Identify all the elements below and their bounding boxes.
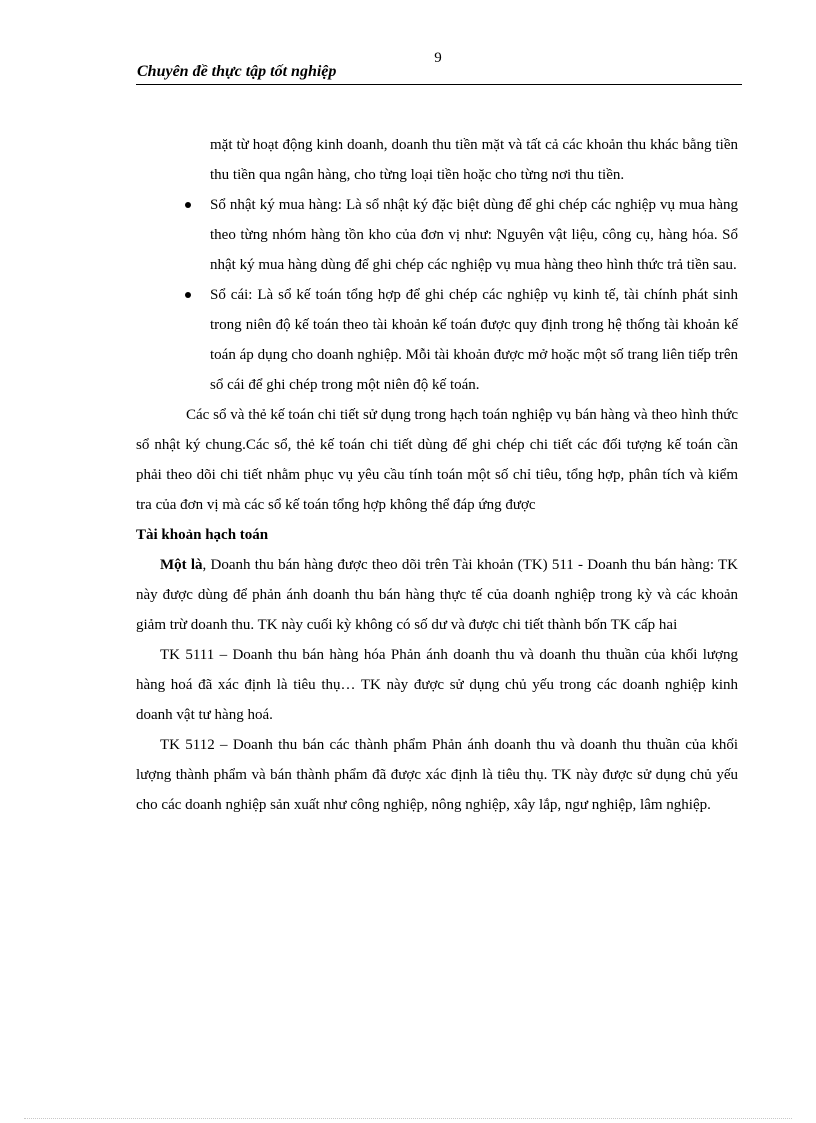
- paragraph-mot-la: [136, 550, 738, 640]
- page-number: 9: [434, 50, 442, 66]
- bullet-text: Sổ cái: Là sổ kế toán tổng hợp để ghi chép các nghiệp vụ kinh tế, tài chính phát sinh trong niên độ kế toán theo tài khoản kế toán được quy định trong hệ thống tài khoản kế toán áp dụng cho doanh nghiệp. Mỗi tài khoản được mở hoặc một số trang liên tiếp trên sổ cái để ghi chép trong một niên độ kế toán.: [210, 287, 738, 393]
- page-body: [136, 130, 738, 820]
- footer-dotted-line: [24, 1118, 792, 1119]
- mot-la-label: Một là: [160, 557, 203, 573]
- bullet-icon: [185, 202, 191, 208]
- paragraph-tk-5112: TK 5112 – Doanh thu bán các thành phẩm Phản ánh doanh thu và doanh thu thuần của khối lượng thành phẩm và bán thành phẩm đã được xác định là tiêu thụ. TK này được sử dụng chủ yếu cho các doanh nghiệp sản xuất như công nghiệp, nông nghiệp, xây lắp, ngư nghiệp, lâm nghiệp.: [136, 737, 738, 813]
- mot-la-text: , Doanh thu bán hàng được theo dõi trên Tài khoản (TK) 511 - Doanh thu bán hàng: TK này được dùng để phản ánh doanh thu bán hàng thực tế của doanh nghiệp trong kỳ và các khoản giảm trừ doanh thu. TK này cuối kỳ không có số dư và được chi tiết thành bốn TK cấp hai: [136, 557, 738, 633]
- bullet-item-so-cai: [210, 280, 738, 400]
- section-heading: Tài khoản hạch toán: [136, 527, 269, 543]
- bullet-icon: [185, 292, 191, 298]
- bullet-text: Sổ nhật ký mua hàng: Là sổ nhật ký đặc biệt dùng để ghi chép các nghiệp vụ mua hàng theo từng nhóm hàng tồn kho của đơn vị như: Nguyên vật liệu, công cụ, hàng hóa. Sổ nhật ký mua hàng dùng để ghi chép các nghiệp vụ mua hàng theo hình thức trả tiền sau.: [210, 197, 738, 273]
- paragraph-tk-5111: TK 5111 – Doanh thu bán hàng hóa Phản ánh doanh thu và doanh thu thuần của khối lượng hàng hoá đã xác định là tiêu thụ… TK này được sử dụng chủ yếu trong các doanh nghiệp kinh doanh vật tư hàng hoá.: [136, 647, 738, 723]
- paragraph-so-the-ke-toan: Các sổ và thẻ kế toán chi tiết sử dụng trong hạch toán nghiệp vụ bán hàng và theo hình thức sổ nhật ký chung.Các sổ, thẻ kế toán chi tiết dùng để ghi chép chi tiết các đối tượng kế toán cần phải theo dõi chi tiết nhằm phục vụ yêu cầu tính toán một số chỉ tiêu, tổng hợp, phân tích và kiểm tra của đơn vị mà các sổ kế toán tổng hợp không thể đáp ứng được: [136, 407, 738, 513]
- continuation-text: mặt từ hoạt động kinh doanh, doanh thu tiền mặt và tất cả các khoản thu khác bằng tiền thu tiền qua ngân hàng, cho từng loại tiền hoặc cho từng nơi thu tiền.: [210, 137, 738, 183]
- bullet-item-so-nhat-ky-mua-hang: [210, 190, 738, 280]
- document-header-title: Chuyên đề thực tập tốt nghiệp: [137, 63, 337, 80]
- header-rule: [136, 84, 742, 85]
